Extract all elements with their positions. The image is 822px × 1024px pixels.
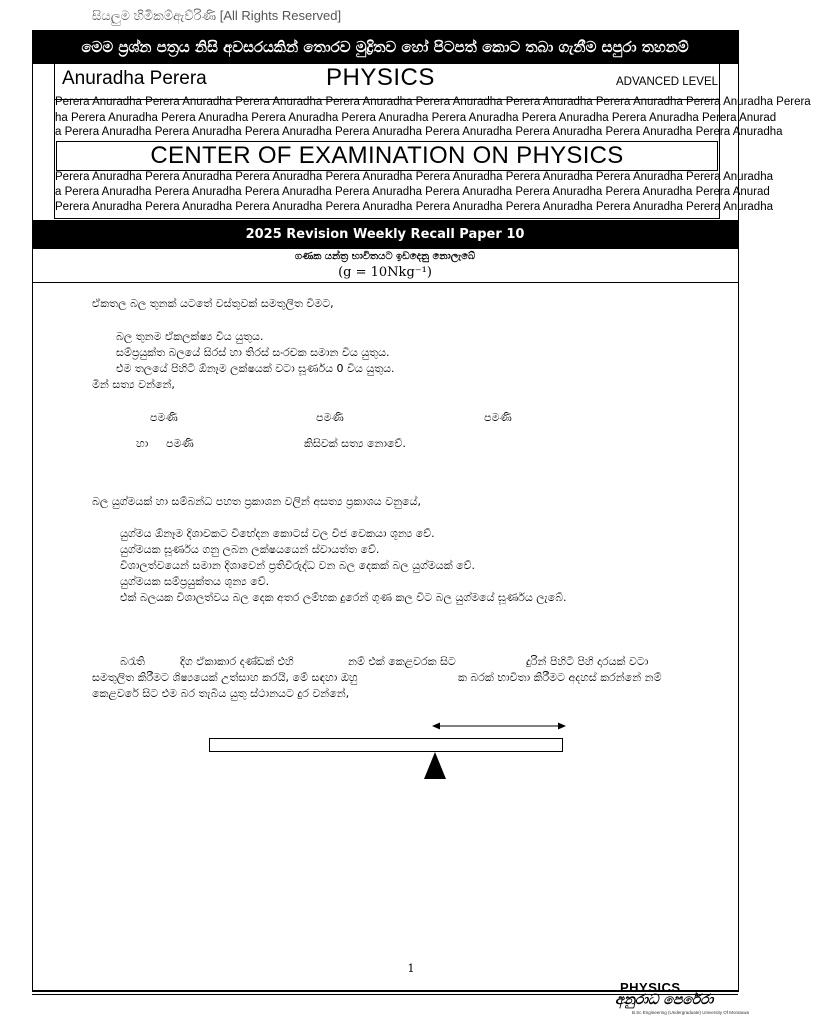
center-title: CENTER OF EXAMINATION ON PHYSICS <box>56 141 718 171</box>
footer-logo-caption: B.Sc Engineering (Undergraduate) University Of Moratuwa <box>632 1010 750 1015</box>
section-divider <box>32 282 738 283</box>
q2-option: යුග්මයක ඝූර්ණය ගනු ලබන ලක්ෂයයෙන් ස්වායත්ත වේ. <box>120 543 380 556</box>
q1-statement: බල තුනම ඒකලක්ෂ්‍ය විය යුතුය. <box>116 330 264 343</box>
q1-option-conjunction: හා <box>136 437 149 450</box>
name-pattern-row: Perera Anuradha Perera Anuradha Perera Anuradha Perera Anuradha Perera Anuradha Perera Anuradha Perera Anuradha Perera Anuradha Perera <box>55 96 811 108</box>
q1-option: පමණි <box>166 437 194 450</box>
reproduction-warning-banner: මෙම ප්‍රශ්න පත්‍රය නිසි අවසරයකින් තොරව මුද්‍රිතව හෝ පිටපත් කොට තබා ගැනීම සපුරා තහනම් <box>32 30 738 64</box>
q2-option: යුග්මය ඕනෑම දිශාවකට විභේදන කොටස් වල විජ වෙකයා ශූන්‍ය වේ. <box>120 527 435 540</box>
footer-logo-name: අනුරාධ පෙරේරා <box>615 992 714 1008</box>
q3-text: නම් එක් කෙළවරක සිට <box>348 655 456 668</box>
copyright-notice: සියලුම හිමිකම්ඇව්රිණි [All Rights Reserved] <box>92 8 342 23</box>
q1-statement: එම තලයේ පිහිටි ඕනෑම ලක්ෂයක් වටා ඝූර්ණය 0 විය යුතුය. <box>116 362 395 375</box>
q3-text: සමතුලිත කිරීමට ශිෂ්‍යයෙක් උත්සාහ කරයි, මේ සඳහා ඔහු <box>92 671 358 684</box>
page-number: 1 <box>407 962 415 975</box>
q3-text: ක බරක් භාවිතා කිරීමට අදහස් කරන්නේ නම් <box>458 671 662 684</box>
q1-option: පමණි <box>150 411 178 424</box>
name-pattern-row: a Perera Anuradha Perera Anuradha Perera Anuradha Perera Anuradha Perera Anuradha Perera Anuradha Perera Anuradha Perera Anuradha <box>55 126 783 138</box>
gravity-constant: (g = 10Nkg⁻¹) <box>338 265 432 280</box>
q2-option: විශාලත්වයෙන් සමාන දිශාවෙන් ප්‍රතිවිරුද්ධ වන බල දෙකක් බල යුග්මයක් වේ. <box>120 559 476 572</box>
paper-title-bar: 2025 Revision Weekly Recall Paper 10 <box>32 220 738 249</box>
uniform-rod <box>209 738 563 752</box>
q3-text: දිග ඒකාකාර දණ්ඩක් එහි <box>180 655 294 668</box>
author-name: Anuradha Perera <box>62 68 207 89</box>
q2-intro: බල යුග්මයක් හා සම්බන්ධ පහත ප්‍රකාශන වලින් අසත්‍ය ප්‍රකාශය වනුයේ, <box>92 495 421 508</box>
double-arrow-icon <box>430 718 570 734</box>
subject-title: PHYSICS <box>326 64 435 91</box>
name-pattern-row: a Perera Anuradha Perera Anuradha Perera Anuradha Perera Anuradha Perera Anuradha Perera Anuradha Perera Anuradha Perera Anurad <box>55 186 770 198</box>
q1-statement: සම්ප්‍රයුක්ත බලයේ සිරස් හා තිරස් සංරචක සමාන විය යුතුය. <box>116 346 390 359</box>
level-label: ADVANCED LEVEL <box>616 76 719 88</box>
calculator-instruction: ගණක යන්ත්‍ර භාවිතයට ඉඩදෙනු නොලැබේ <box>294 251 476 262</box>
name-pattern-row: Perera Anuradha Perera Anuradha Perera Anuradha Perera Anuradha Perera Anuradha Perera Anuradha Perera Anuradha Perera Anuradha <box>55 201 773 213</box>
q1-intro: ඒකතල බල තුනක් යටතේ වස්තුවක් සමතුලිත වීමට, <box>92 297 334 310</box>
q1-ask: මින් සත්‍ය වන්නේ, <box>92 378 175 391</box>
q3-text: දුරින් පිහිටි පිහි දාරයක් වටා <box>526 655 649 668</box>
footer-logo-text: PHYSICS <box>620 980 681 995</box>
q2-option: යුග්මයක සම්ප්‍රයුක්තය ශූන්‍ය වේ. <box>120 575 270 588</box>
q3-text: බරැති <box>120 655 145 668</box>
knife-edge-fulcrum-icon <box>423 752 447 780</box>
q1-option: පමණි <box>316 411 344 424</box>
q1-option: කිසිවක් සත්‍ය නොවේ. <box>304 437 406 450</box>
name-pattern-row: Perera Anuradha Perera Anuradha Perera Anuradha Perera Anuradha Perera Anuradha Perera Anuradha Perera Anuradha Perera Anuradha <box>55 171 773 183</box>
q3-text: කෙළවරේ සිට එම බර තැබිය යුතු ස්ථානයට දුර වන්නේ, <box>92 687 350 700</box>
q2-option: එක් බලයක විශාලත්වය බල දෙක අතර ලම්භක දුරෙන් ගුණ කල විට බල යුග්මයේ ඝූර්ණය ලැබේ. <box>120 591 567 604</box>
name-pattern-row: ha Perera Anuradha Perera Anuradha Perera Anuradha Perera Anuradha Perera Anuradha Perera Anuradha Perera Anuradha Perera Anurad <box>55 112 777 124</box>
q1-option: පමණි <box>484 411 512 424</box>
